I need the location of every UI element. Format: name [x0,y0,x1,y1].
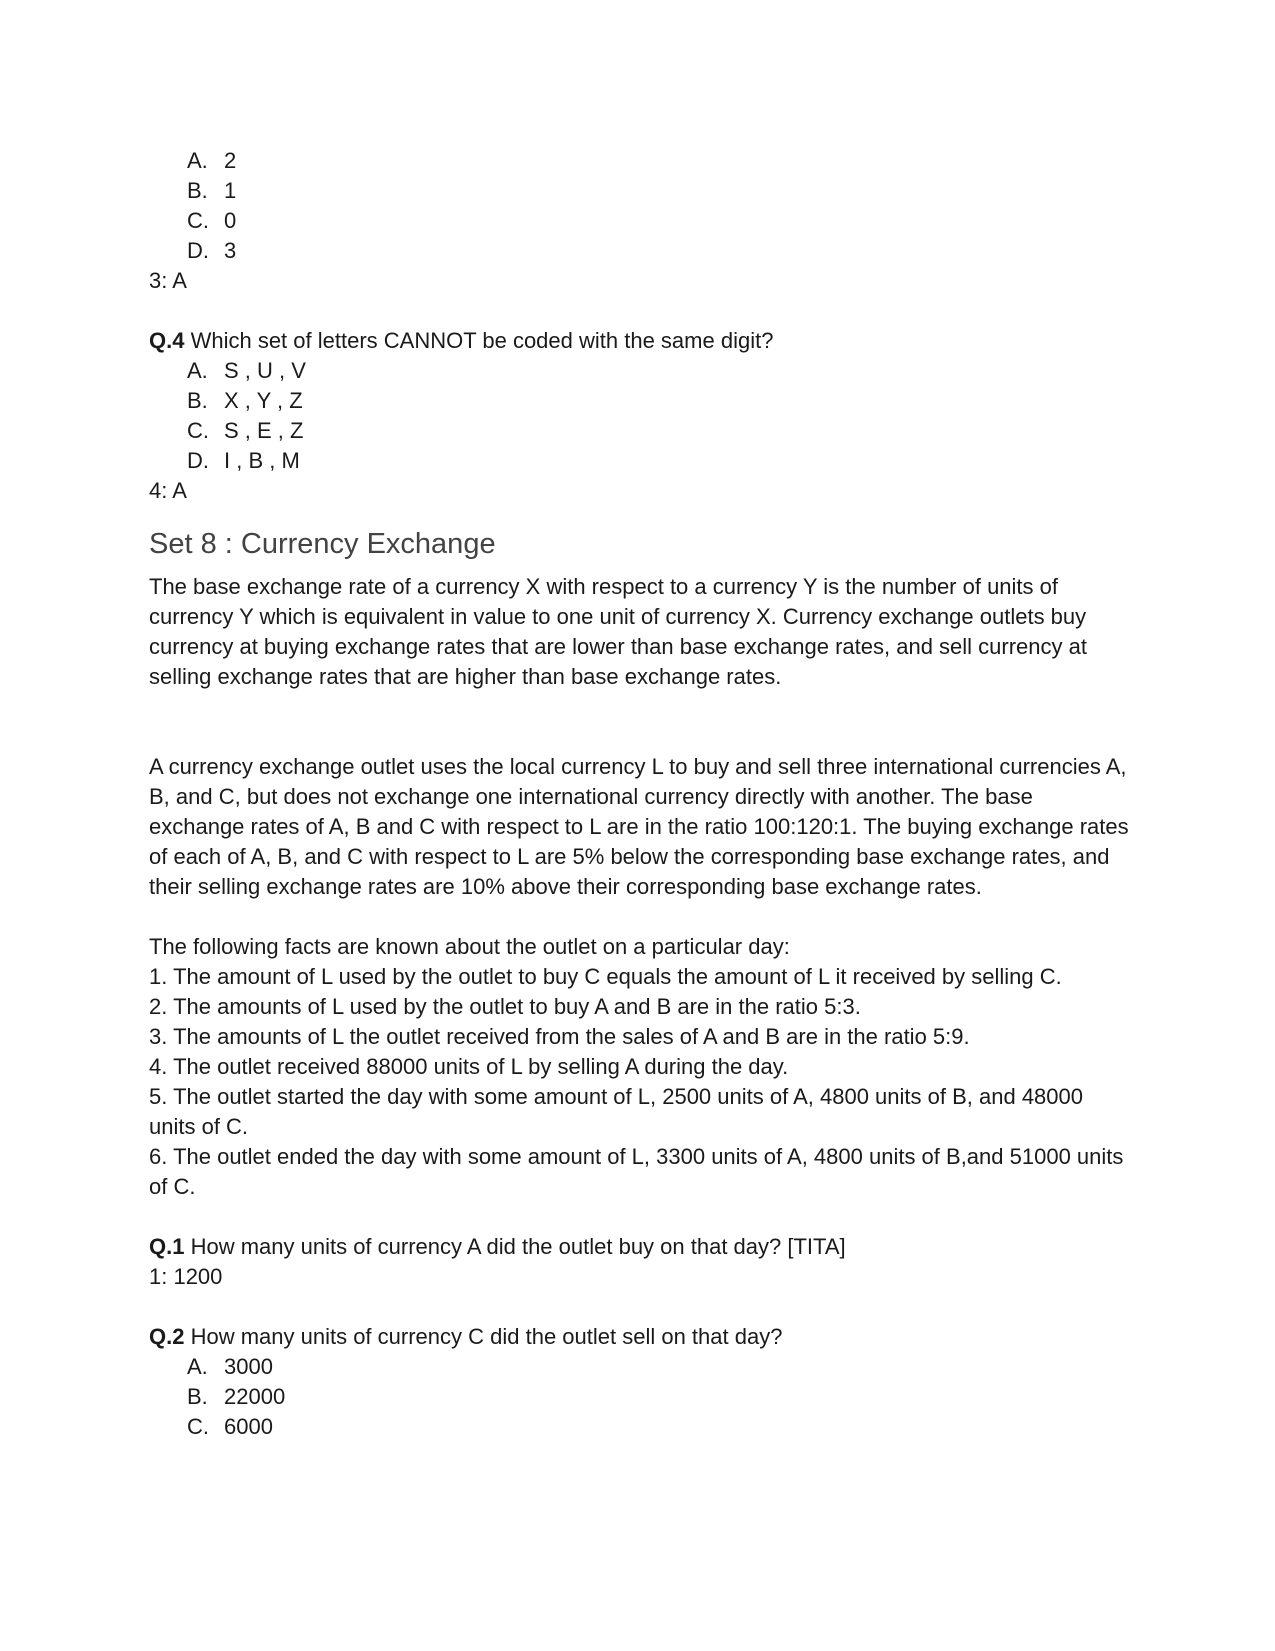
fact-item: 6. The outlet ended the day with some amount of L, 3300 units of A, 4800 units of B,and 51000 units of C. [149,1144,1124,1199]
answer-4: 4: A [149,478,187,503]
question-text: How many units of currency A did the outlet buy on that day? [TITA] [184,1234,846,1259]
setup-paragraph: A currency exchange outlet uses the local currency L to buy and sell three international currencies A, B, and C, but does not exchange one international currency directly with another. The base exchange rates of A, B and C with respect to L are in the ratio 100:120:1. The buying exchange rates of each of A, B, and C with respect to L are 5% below the corresponding base exchange rates, and their selling exchange rates are 10% above their corresponding base exchange rates. [149,754,1129,899]
question-1 [149,1232,1129,1262]
option-a: A. 2 [187,148,237,173]
intro-paragraph: The base exchange rate of a currency X with respect to a currency Y is the number of units of currency Y which is equivalent in value to one unit of currency X. Currency exchange outlets buy currency at buying exchange rates that are lower than base exchange rates, and sell currency at selling exchange rates that are higher than base exchange rates. [149,574,1087,689]
facts-intro: The following facts are known about the outlet on a particular day: [149,934,790,959]
fact-item: 2. The amounts of L used by the outlet to buy A and B are in the ratio 5:3. [149,994,861,1019]
option-c: C. 6000 [187,1414,273,1439]
option-b: B. 1 [187,178,237,203]
question-4 [149,326,1129,356]
option-a: A. S , U , V [187,358,306,383]
question-text: Which set of letters CANNOT be coded with the same digit? [184,328,774,353]
fact-item: 4. The outlet received 88000 units of L by selling A during the day. [149,1054,789,1079]
fact-item: 1. The amount of L used by the outlet to buy C equals the amount of L it received by selling C. [149,964,1062,989]
question-label: Q.2 [149,1324,185,1349]
option-d: D. I , B , M [187,448,300,473]
option-a: A. 3000 [187,1354,273,1379]
question-4-options [149,356,1129,476]
answer-3: 3: A [149,268,187,293]
facts-list [149,932,1129,1202]
document-page [149,146,1129,1442]
option-b: B. X , Y , Z [187,388,303,413]
question-2-options [149,1352,1129,1442]
option-d: D. 3 [187,238,237,263]
section-heading: Set 8 : Currency Exchange [149,528,496,560]
answer-1: 1: 1200 [149,1264,223,1289]
option-c: C. S , E , Z [187,418,304,443]
option-b: B. 22000 [187,1384,286,1409]
fact-item: 5. The outlet started the day with some amount of L, 2500 units of A, 4800 units of B, and 48000 units of C. [149,1084,1083,1139]
question-2 [149,1322,1129,1352]
fact-item: 3. The amounts of L the outlet received from the sales of A and B are in the ratio 5:9. [149,1024,970,1049]
question-text: How many units of currency C did the outlet sell on that day? [184,1324,783,1349]
question-label: Q.1 [149,1234,185,1259]
option-c: C. 0 [187,208,237,233]
question-label: Q.4 [149,328,185,353]
prev-question-options [149,146,1129,266]
